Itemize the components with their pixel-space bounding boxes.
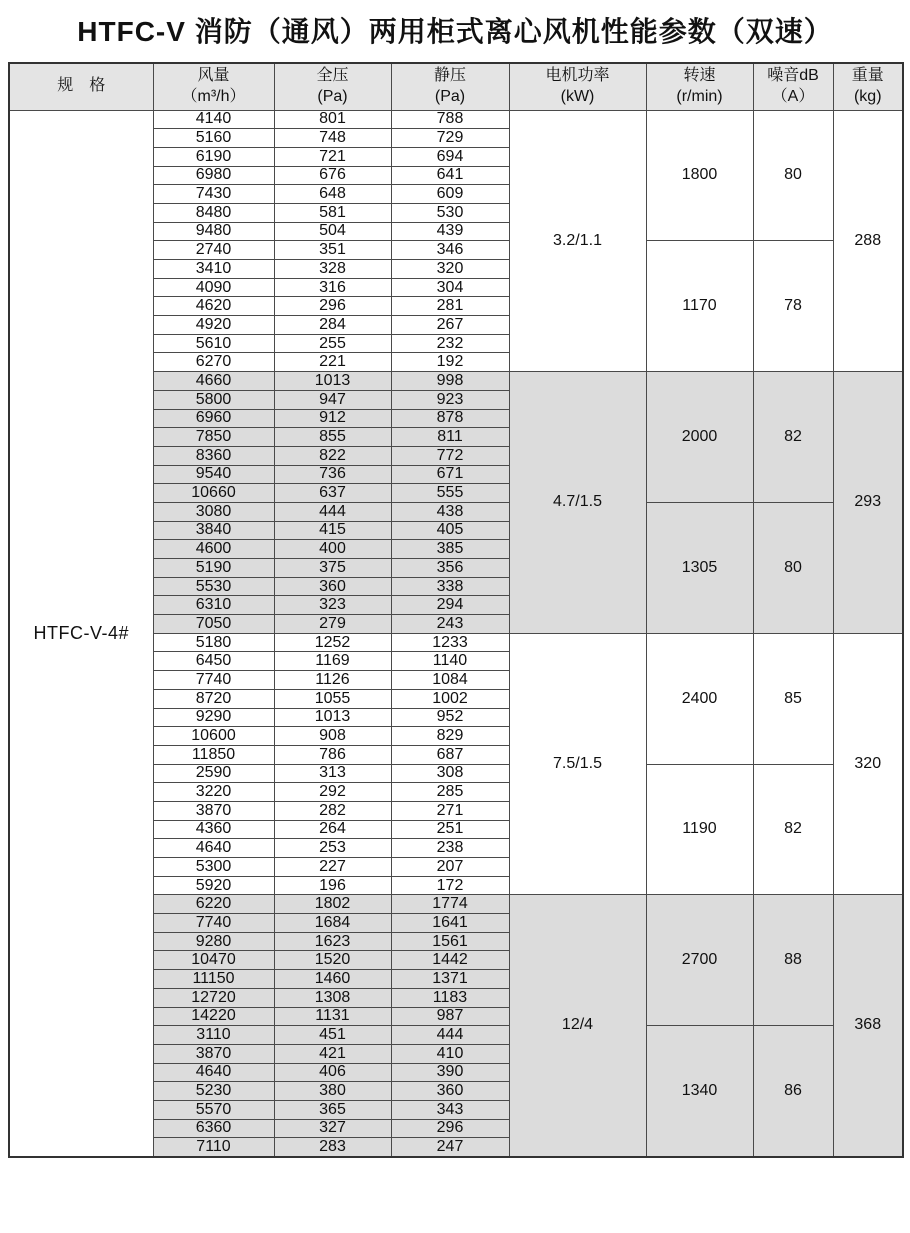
total-pressure-cell: 1684	[274, 914, 391, 933]
airflow-cell: 3080	[153, 502, 274, 521]
noise-cell: 85	[753, 633, 833, 764]
airflow-cell: 5610	[153, 334, 274, 353]
static-pressure-cell: 1371	[391, 970, 509, 989]
total-pressure-cell: 1623	[274, 932, 391, 951]
total-pressure-cell: 908	[274, 727, 391, 746]
total-pressure-cell: 221	[274, 353, 391, 372]
airflow-cell: 4660	[153, 372, 274, 391]
total-pressure-cell: 292	[274, 783, 391, 802]
static-pressure-cell: 1442	[391, 951, 509, 970]
airflow-cell: 4140	[153, 110, 274, 129]
weight-cell: 293	[833, 372, 903, 634]
static-pressure-cell: 1002	[391, 689, 509, 708]
static-pressure-cell: 1183	[391, 988, 509, 1007]
airflow-cell: 6270	[153, 353, 274, 372]
header-spec	[9, 63, 153, 110]
airflow-cell: 7740	[153, 914, 274, 933]
static-pressure-cell: 694	[391, 147, 509, 166]
total-pressure-cell: 1252	[274, 633, 391, 652]
total-pressure-cell: 1126	[274, 671, 391, 690]
airflow-cell: 12720	[153, 988, 274, 1007]
static-pressure-cell: 609	[391, 185, 509, 204]
static-pressure-cell: 338	[391, 577, 509, 596]
total-pressure-cell: 1520	[274, 951, 391, 970]
header-speed	[646, 63, 753, 110]
static-pressure-cell: 952	[391, 708, 509, 727]
header-static-pressure-label: 静压	[433, 66, 466, 84]
header-total-pressure-label: 全压	[316, 66, 349, 84]
total-pressure-cell: 947	[274, 390, 391, 409]
header-motor-power-unit: (kW)	[560, 87, 595, 105]
speed-cell: 2400	[646, 633, 753, 764]
total-pressure-cell: 296	[274, 297, 391, 316]
total-pressure-cell: 855	[274, 428, 391, 447]
total-pressure-cell: 283	[274, 1138, 391, 1157]
static-pressure-cell: 281	[391, 297, 509, 316]
spec-cell: HTFC-V-4#	[9, 110, 153, 1157]
total-pressure-cell: 637	[274, 484, 391, 503]
table-header	[9, 63, 903, 110]
static-pressure-cell: 343	[391, 1100, 509, 1119]
header-speed-unit: (r/min)	[676, 87, 723, 105]
airflow-cell: 6190	[153, 147, 274, 166]
noise-cell: 82	[753, 372, 833, 503]
airflow-cell: 4640	[153, 839, 274, 858]
header-weight-unit: (kg)	[853, 87, 882, 105]
total-pressure-cell: 421	[274, 1044, 391, 1063]
total-pressure-cell: 504	[274, 222, 391, 241]
static-pressure-cell: 444	[391, 1026, 509, 1045]
static-pressure-cell: 192	[391, 353, 509, 372]
header-motor-power	[509, 63, 646, 110]
header-airflow-label: 风量	[197, 66, 230, 84]
table-row	[9, 110, 903, 129]
total-pressure-cell: 360	[274, 577, 391, 596]
static-pressure-cell: 878	[391, 409, 509, 428]
airflow-cell: 6310	[153, 596, 274, 615]
static-pressure-cell: 243	[391, 615, 509, 634]
total-pressure-cell: 365	[274, 1100, 391, 1119]
total-pressure-cell: 284	[274, 316, 391, 335]
total-pressure-cell: 253	[274, 839, 391, 858]
total-pressure-cell: 375	[274, 559, 391, 578]
speed-cell: 1340	[646, 1026, 753, 1157]
motor-power-cell: 12/4	[509, 895, 646, 1157]
airflow-cell: 4090	[153, 278, 274, 297]
header-weight-label: 重量	[851, 66, 884, 84]
static-pressure-cell: 285	[391, 783, 509, 802]
airflow-cell: 11850	[153, 745, 274, 764]
header-row	[9, 63, 903, 110]
total-pressure-cell: 1055	[274, 689, 391, 708]
speed-cell: 1800	[646, 110, 753, 241]
airflow-cell: 6360	[153, 1119, 274, 1138]
noise-cell: 86	[753, 1026, 833, 1157]
header-airflow	[153, 63, 274, 110]
airflow-cell: 6960	[153, 409, 274, 428]
total-pressure-cell: 581	[274, 203, 391, 222]
total-pressure-cell: 196	[274, 876, 391, 895]
total-pressure-cell: 1169	[274, 652, 391, 671]
total-pressure-cell: 255	[274, 334, 391, 353]
motor-power-cell: 7.5/1.5	[509, 633, 646, 895]
static-pressure-cell: 238	[391, 839, 509, 858]
static-pressure-cell: 271	[391, 801, 509, 820]
noise-cell: 78	[753, 241, 833, 372]
static-pressure-cell: 410	[391, 1044, 509, 1063]
noise-cell: 80	[753, 110, 833, 241]
airflow-cell: 14220	[153, 1007, 274, 1026]
speed-cell: 1170	[646, 241, 753, 372]
total-pressure-cell: 415	[274, 521, 391, 540]
static-pressure-cell: 923	[391, 390, 509, 409]
static-pressure-cell: 405	[391, 521, 509, 540]
static-pressure-cell: 998	[391, 372, 509, 391]
total-pressure-cell: 721	[274, 147, 391, 166]
airflow-cell: 7740	[153, 671, 274, 690]
motor-power-cell: 3.2/1.1	[509, 110, 646, 372]
static-pressure-cell: 360	[391, 1082, 509, 1101]
total-pressure-cell: 406	[274, 1063, 391, 1082]
header-airflow-unit: （m³/h）	[181, 87, 246, 105]
airflow-cell: 5300	[153, 858, 274, 877]
static-pressure-cell: 385	[391, 540, 509, 559]
speed-cell: 1305	[646, 502, 753, 633]
airflow-cell: 8720	[153, 689, 274, 708]
static-pressure-cell: 320	[391, 260, 509, 279]
static-pressure-cell: 346	[391, 241, 509, 260]
header-static-pressure	[391, 63, 509, 110]
total-pressure-cell: 912	[274, 409, 391, 428]
airflow-cell: 5160	[153, 129, 274, 148]
total-pressure-cell: 748	[274, 129, 391, 148]
airflow-cell: 10660	[153, 484, 274, 503]
total-pressure-cell: 400	[274, 540, 391, 559]
static-pressure-cell: 1561	[391, 932, 509, 951]
noise-cell: 80	[753, 502, 833, 633]
total-pressure-cell: 1131	[274, 1007, 391, 1026]
airflow-cell: 5530	[153, 577, 274, 596]
static-pressure-cell: 232	[391, 334, 509, 353]
airflow-cell: 3410	[153, 260, 274, 279]
static-pressure-cell: 829	[391, 727, 509, 746]
airflow-cell: 2590	[153, 764, 274, 783]
static-pressure-cell: 530	[391, 203, 509, 222]
airflow-cell: 11150	[153, 970, 274, 989]
total-pressure-cell: 316	[274, 278, 391, 297]
airflow-cell: 3110	[153, 1026, 274, 1045]
speed-cell: 2000	[646, 372, 753, 503]
airflow-cell: 4600	[153, 540, 274, 559]
static-pressure-cell: 811	[391, 428, 509, 447]
airflow-cell: 9540	[153, 465, 274, 484]
header-weight	[833, 63, 903, 110]
header-noise-unit: （A）	[771, 87, 815, 105]
static-pressure-cell: 788	[391, 110, 509, 129]
total-pressure-cell: 282	[274, 801, 391, 820]
total-pressure-cell: 227	[274, 858, 391, 877]
weight-cell: 320	[833, 633, 903, 895]
header-total-pressure-unit: (Pa)	[317, 87, 348, 105]
fan-performance-table	[8, 62, 904, 1158]
weight-cell: 288	[833, 110, 903, 372]
page-title: HTFC-V 消防（通风）两用柜式离心风机性能参数（双速）	[77, 16, 833, 47]
airflow-cell: 9280	[153, 932, 274, 951]
total-pressure-cell: 786	[274, 745, 391, 764]
static-pressure-cell: 356	[391, 559, 509, 578]
static-pressure-cell: 1084	[391, 671, 509, 690]
total-pressure-cell: 1308	[274, 988, 391, 1007]
total-pressure-cell: 380	[274, 1082, 391, 1101]
header-motor-power-label: 电机功率	[545, 66, 610, 84]
airflow-cell: 3870	[153, 801, 274, 820]
static-pressure-cell: 294	[391, 596, 509, 615]
speed-cell: 1190	[646, 764, 753, 895]
static-pressure-cell: 1233	[391, 633, 509, 652]
airflow-cell: 6450	[153, 652, 274, 671]
total-pressure-cell: 822	[274, 446, 391, 465]
total-pressure-cell: 1013	[274, 372, 391, 391]
total-pressure-cell: 1460	[274, 970, 391, 989]
total-pressure-cell: 323	[274, 596, 391, 615]
static-pressure-cell: 1774	[391, 895, 509, 914]
table-body	[9, 110, 903, 1157]
airflow-cell: 5230	[153, 1082, 274, 1101]
airflow-cell: 4620	[153, 297, 274, 316]
airflow-cell: 5920	[153, 876, 274, 895]
static-pressure-cell: 172	[391, 876, 509, 895]
airflow-cell: 5190	[153, 559, 274, 578]
static-pressure-cell: 438	[391, 502, 509, 521]
total-pressure-cell: 676	[274, 166, 391, 185]
static-pressure-cell: 729	[391, 129, 509, 148]
airflow-cell: 8360	[153, 446, 274, 465]
static-pressure-cell: 207	[391, 858, 509, 877]
airflow-cell: 10600	[153, 727, 274, 746]
total-pressure-cell: 1013	[274, 708, 391, 727]
airflow-cell: 4640	[153, 1063, 274, 1082]
airflow-cell: 7430	[153, 185, 274, 204]
airflow-cell: 2740	[153, 241, 274, 260]
total-pressure-cell: 351	[274, 241, 391, 260]
airflow-cell: 3870	[153, 1044, 274, 1063]
header-speed-label: 转速	[683, 66, 716, 84]
airflow-cell: 9480	[153, 222, 274, 241]
total-pressure-cell: 648	[274, 185, 391, 204]
static-pressure-cell: 1641	[391, 914, 509, 933]
static-pressure-cell: 439	[391, 222, 509, 241]
noise-cell: 82	[753, 764, 833, 895]
airflow-cell: 6980	[153, 166, 274, 185]
static-pressure-cell: 247	[391, 1138, 509, 1157]
header-noise	[753, 63, 833, 110]
header-total-pressure	[274, 63, 391, 110]
static-pressure-cell: 267	[391, 316, 509, 335]
airflow-cell: 7850	[153, 428, 274, 447]
airflow-cell: 7110	[153, 1138, 274, 1157]
airflow-cell: 8480	[153, 203, 274, 222]
weight-cell: 368	[833, 895, 903, 1157]
airflow-cell: 4360	[153, 820, 274, 839]
header-spec-label: 规 格	[57, 77, 106, 95]
motor-power-cell: 4.7/1.5	[509, 372, 646, 634]
speed-cell: 2700	[646, 895, 753, 1026]
static-pressure-cell: 987	[391, 1007, 509, 1026]
total-pressure-cell: 279	[274, 615, 391, 634]
total-pressure-cell: 444	[274, 502, 391, 521]
airflow-cell: 5180	[153, 633, 274, 652]
airflow-cell: 9290	[153, 708, 274, 727]
noise-cell: 88	[753, 895, 833, 1026]
airflow-cell: 5800	[153, 390, 274, 409]
header-static-pressure-unit: (Pa)	[434, 87, 466, 105]
airflow-cell: 10470	[153, 951, 274, 970]
total-pressure-cell: 264	[274, 820, 391, 839]
header-noise-label: 噪音dB	[767, 66, 819, 84]
airflow-cell: 5570	[153, 1100, 274, 1119]
static-pressure-cell: 641	[391, 166, 509, 185]
static-pressure-cell: 390	[391, 1063, 509, 1082]
static-pressure-cell: 555	[391, 484, 509, 503]
static-pressure-cell: 308	[391, 764, 509, 783]
total-pressure-cell: 328	[274, 260, 391, 279]
static-pressure-cell: 304	[391, 278, 509, 297]
total-pressure-cell: 451	[274, 1026, 391, 1045]
static-pressure-cell: 296	[391, 1119, 509, 1138]
total-pressure-cell: 736	[274, 465, 391, 484]
airflow-cell: 6220	[153, 895, 274, 914]
airflow-cell: 3840	[153, 521, 274, 540]
airflow-cell: 4920	[153, 316, 274, 335]
static-pressure-cell: 1140	[391, 652, 509, 671]
total-pressure-cell: 1802	[274, 895, 391, 914]
total-pressure-cell: 801	[274, 110, 391, 129]
static-pressure-cell: 687	[391, 745, 509, 764]
static-pressure-cell: 772	[391, 446, 509, 465]
static-pressure-cell: 671	[391, 465, 509, 484]
total-pressure-cell: 313	[274, 764, 391, 783]
airflow-cell: 3220	[153, 783, 274, 802]
total-pressure-cell: 327	[274, 1119, 391, 1138]
static-pressure-cell: 251	[391, 820, 509, 839]
airflow-cell: 7050	[153, 615, 274, 634]
